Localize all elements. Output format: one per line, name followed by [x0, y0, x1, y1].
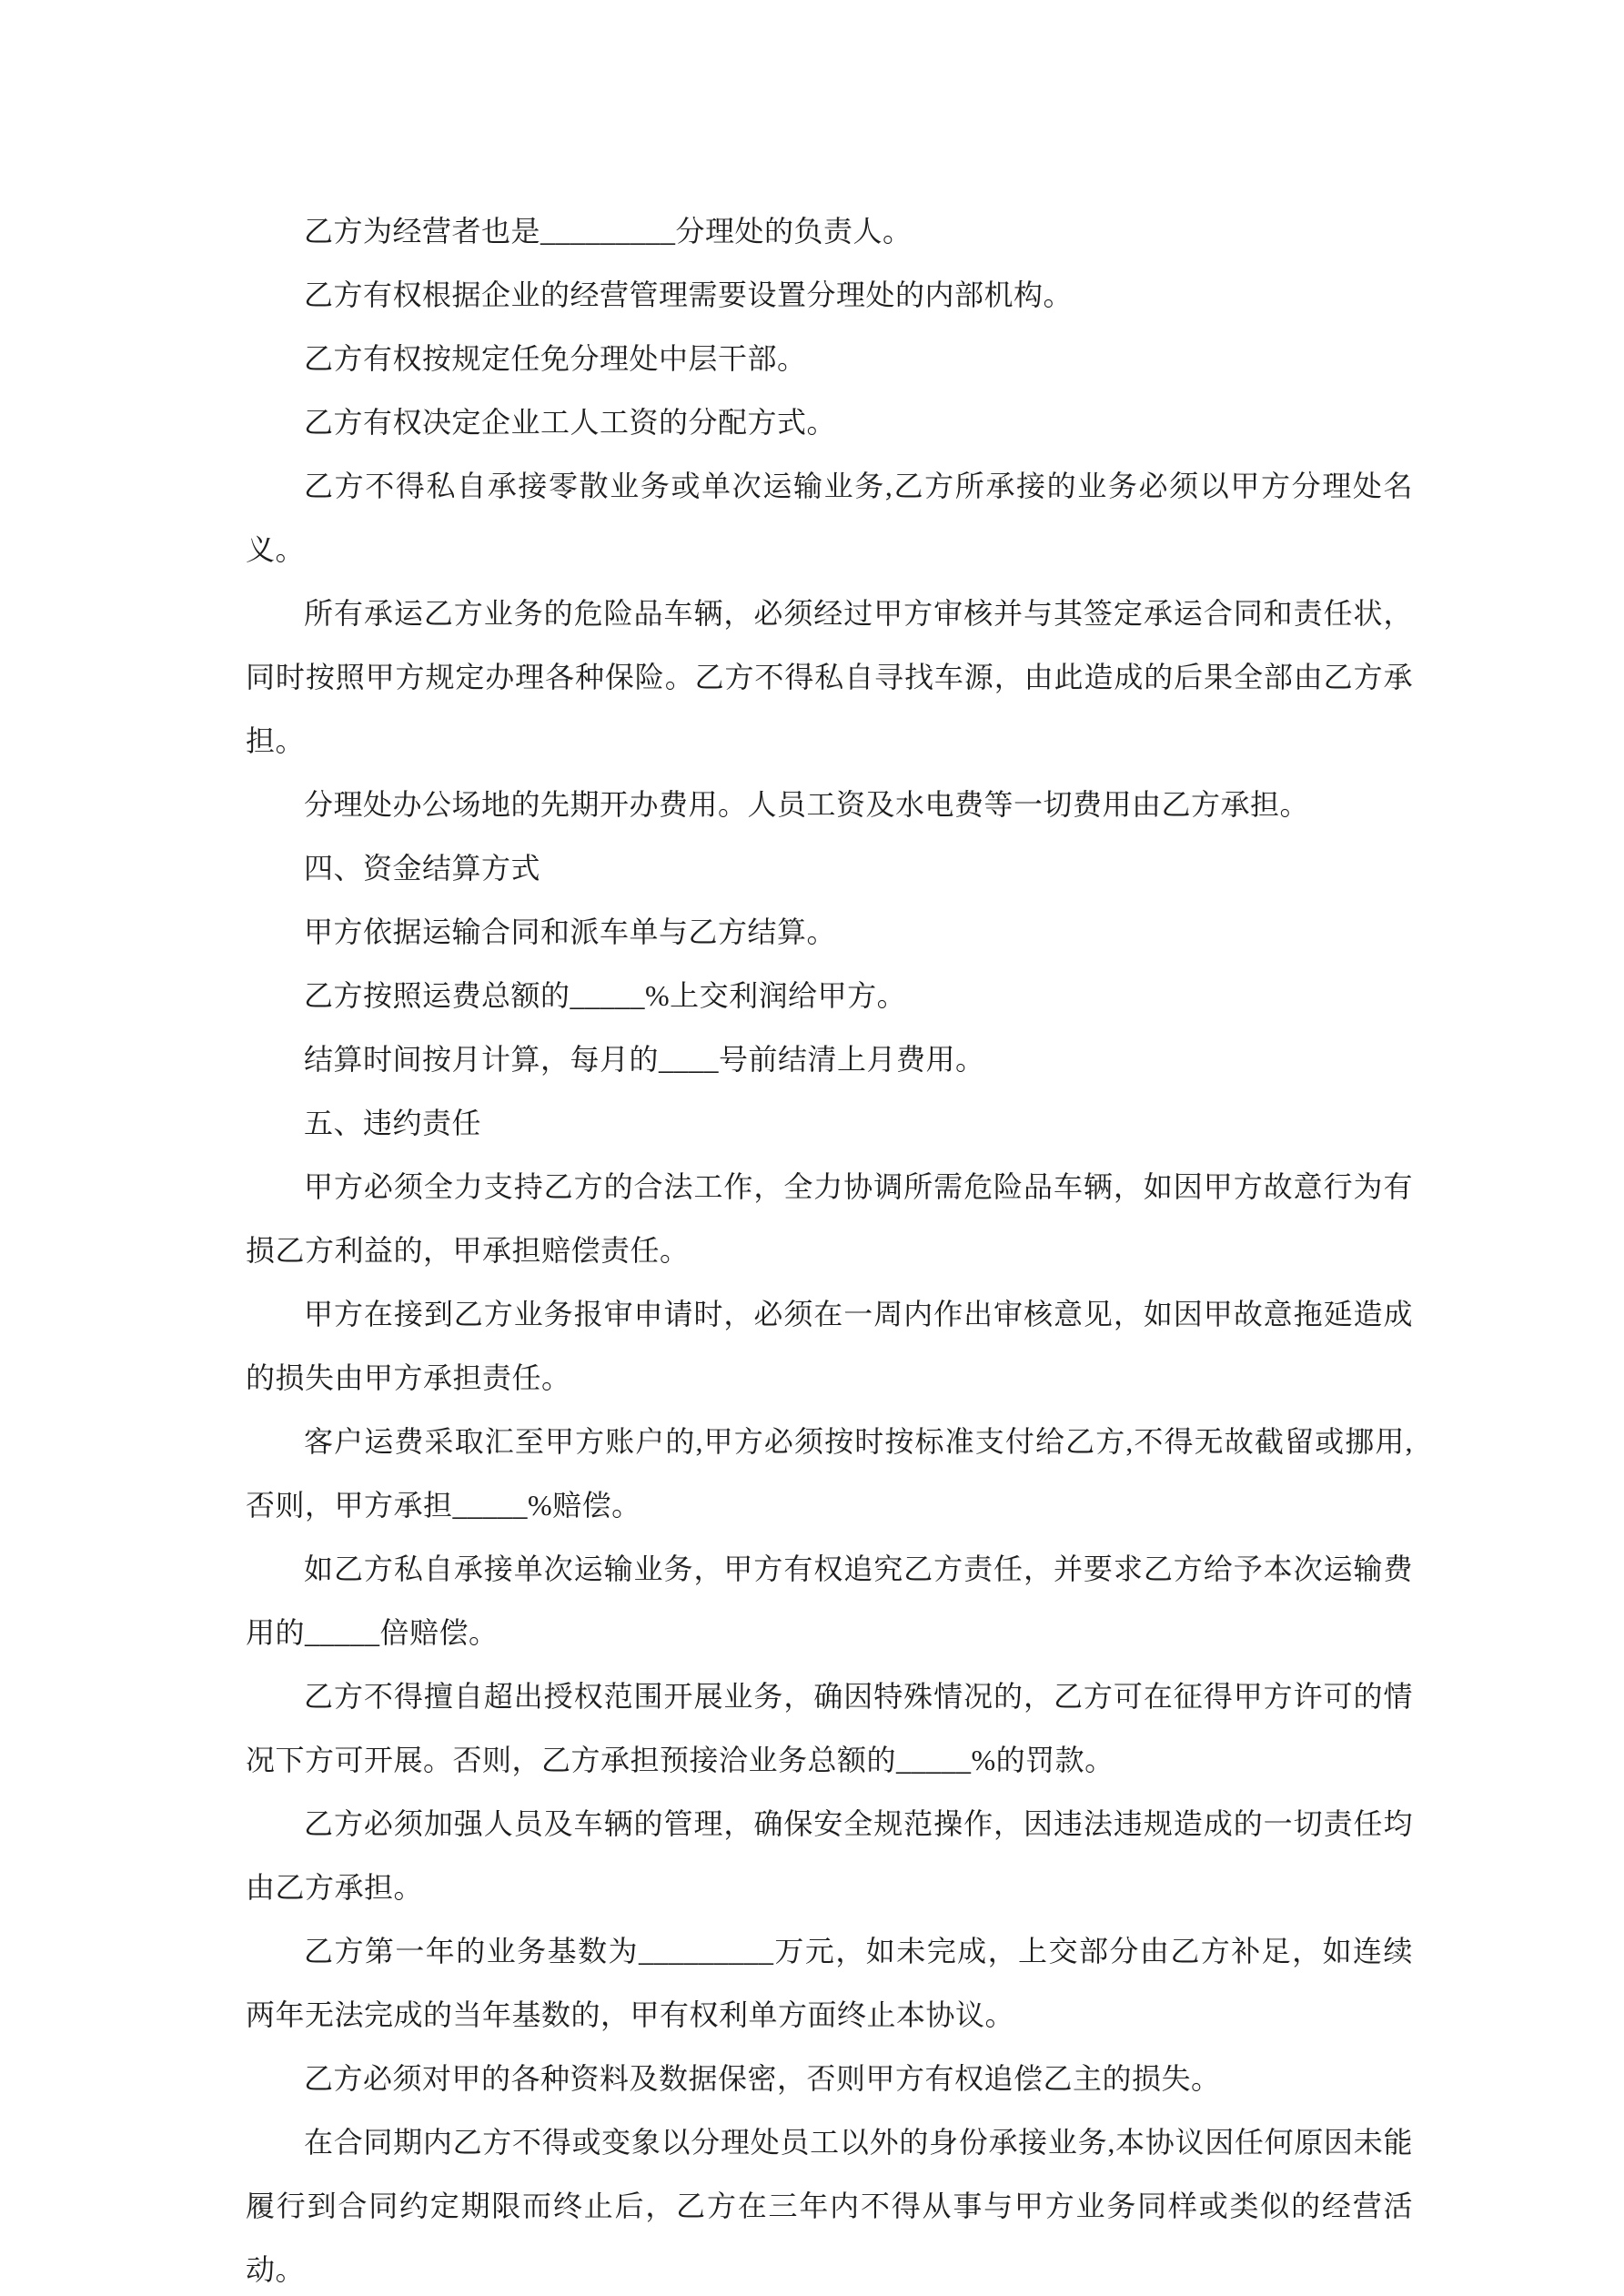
paragraph: 甲方在接到乙方业务报审申请时，必须在一周内作出审核意见，如因甲故意拖延造成的损失由甲方承担责任。: [246, 1298, 1413, 1394]
paragraph: 乙方不得私自承接零散业务或单次运输业务,乙方所承接的业务必须以甲方分理处名义。: [246, 470, 1413, 566]
paragraph: 乙方不得擅自超出授权范围开展业务，确因特殊情况的，乙方可在征得甲方许可的情况下方可开展。否则，乙方承担预接洽业务总额的_____%的罚款。: [246, 1680, 1413, 1776]
paragraph: 结算时间按月计算，每月的____号前结清上月费用。: [304, 1043, 985, 1076]
paragraph: 分理处办公场地的先期开办费用。人员工资及水电费等一切费用由乙方承担。: [304, 788, 1310, 821]
paragraph: 客户运费采取汇至甲方账户的,甲方必须按时按标准支付给乙方,不得无故截留或挪用,否则，甲方承担_____%赔偿。: [246, 1425, 1413, 1522]
paragraph: 在合同期内乙方不得或变象以分理处员工以外的身份承接业务,本协议因任何原因未能履行到合同约定期限而终止后，乙方在三年内不得从事与甲方业务同样或类似的经营活动。: [246, 2126, 1413, 2286]
paragraph: 乙方按照运费总额的_____%上交利润给甲方。: [304, 979, 907, 1012]
paragraph: 乙方第一年的业务基数为_________万元，如未完成，上交部分由乙方补足，如连续两年无法完成的当年基数的，甲有权利单方面终止本协议。: [246, 1935, 1413, 2031]
paragraph: 乙方必须加强人员及车辆的管理，确保安全规范操作，因违法违规造成的一切责任均由乙方承担。: [246, 1807, 1413, 1904]
section-heading: 五、违约责任: [304, 1107, 482, 1139]
paragraph: 乙方有权根据企业的经营管理需要设置分理处的内部机构。: [304, 278, 1074, 311]
paragraph: 如乙方私自承接单次运输业务，甲方有权追究乙方责任，并要求乙方给予本次运输费用的_____倍赔偿。: [246, 1553, 1413, 1649]
paragraph: 乙方有权决定企业工人工资的分配方式。: [304, 406, 837, 439]
paragraph: 所有承运乙方业务的危险品车辆，必须经过甲方审核并与其签定承运合同和责任状，同时按照甲方规定办理各种保险。乙方不得私自寻找车源，由此造成的后果全部由乙方承担。: [246, 597, 1413, 757]
paragraph: 乙方有权按规定任免分理处中层干部。: [304, 342, 807, 375]
contract-text-block: [246, 199, 1413, 2296]
paragraph: 甲方必须全力支持乙方的合法工作，全力协调所需危险品车辆，如因甲方故意行为有损乙方利益的，甲承担赔偿责任。: [246, 1170, 1413, 1267]
section-heading: 四、资金结算方式: [304, 852, 541, 885]
paragraph: 甲方依据运输合同和派车单与乙方结算。: [304, 915, 837, 948]
paragraph: 乙方必须对甲的各种资料及数据保密，否则甲方有权追偿乙主的损失。: [304, 2062, 1221, 2095]
paragraph: 乙方为经营者也是_________分理处的负责人。: [304, 215, 913, 248]
